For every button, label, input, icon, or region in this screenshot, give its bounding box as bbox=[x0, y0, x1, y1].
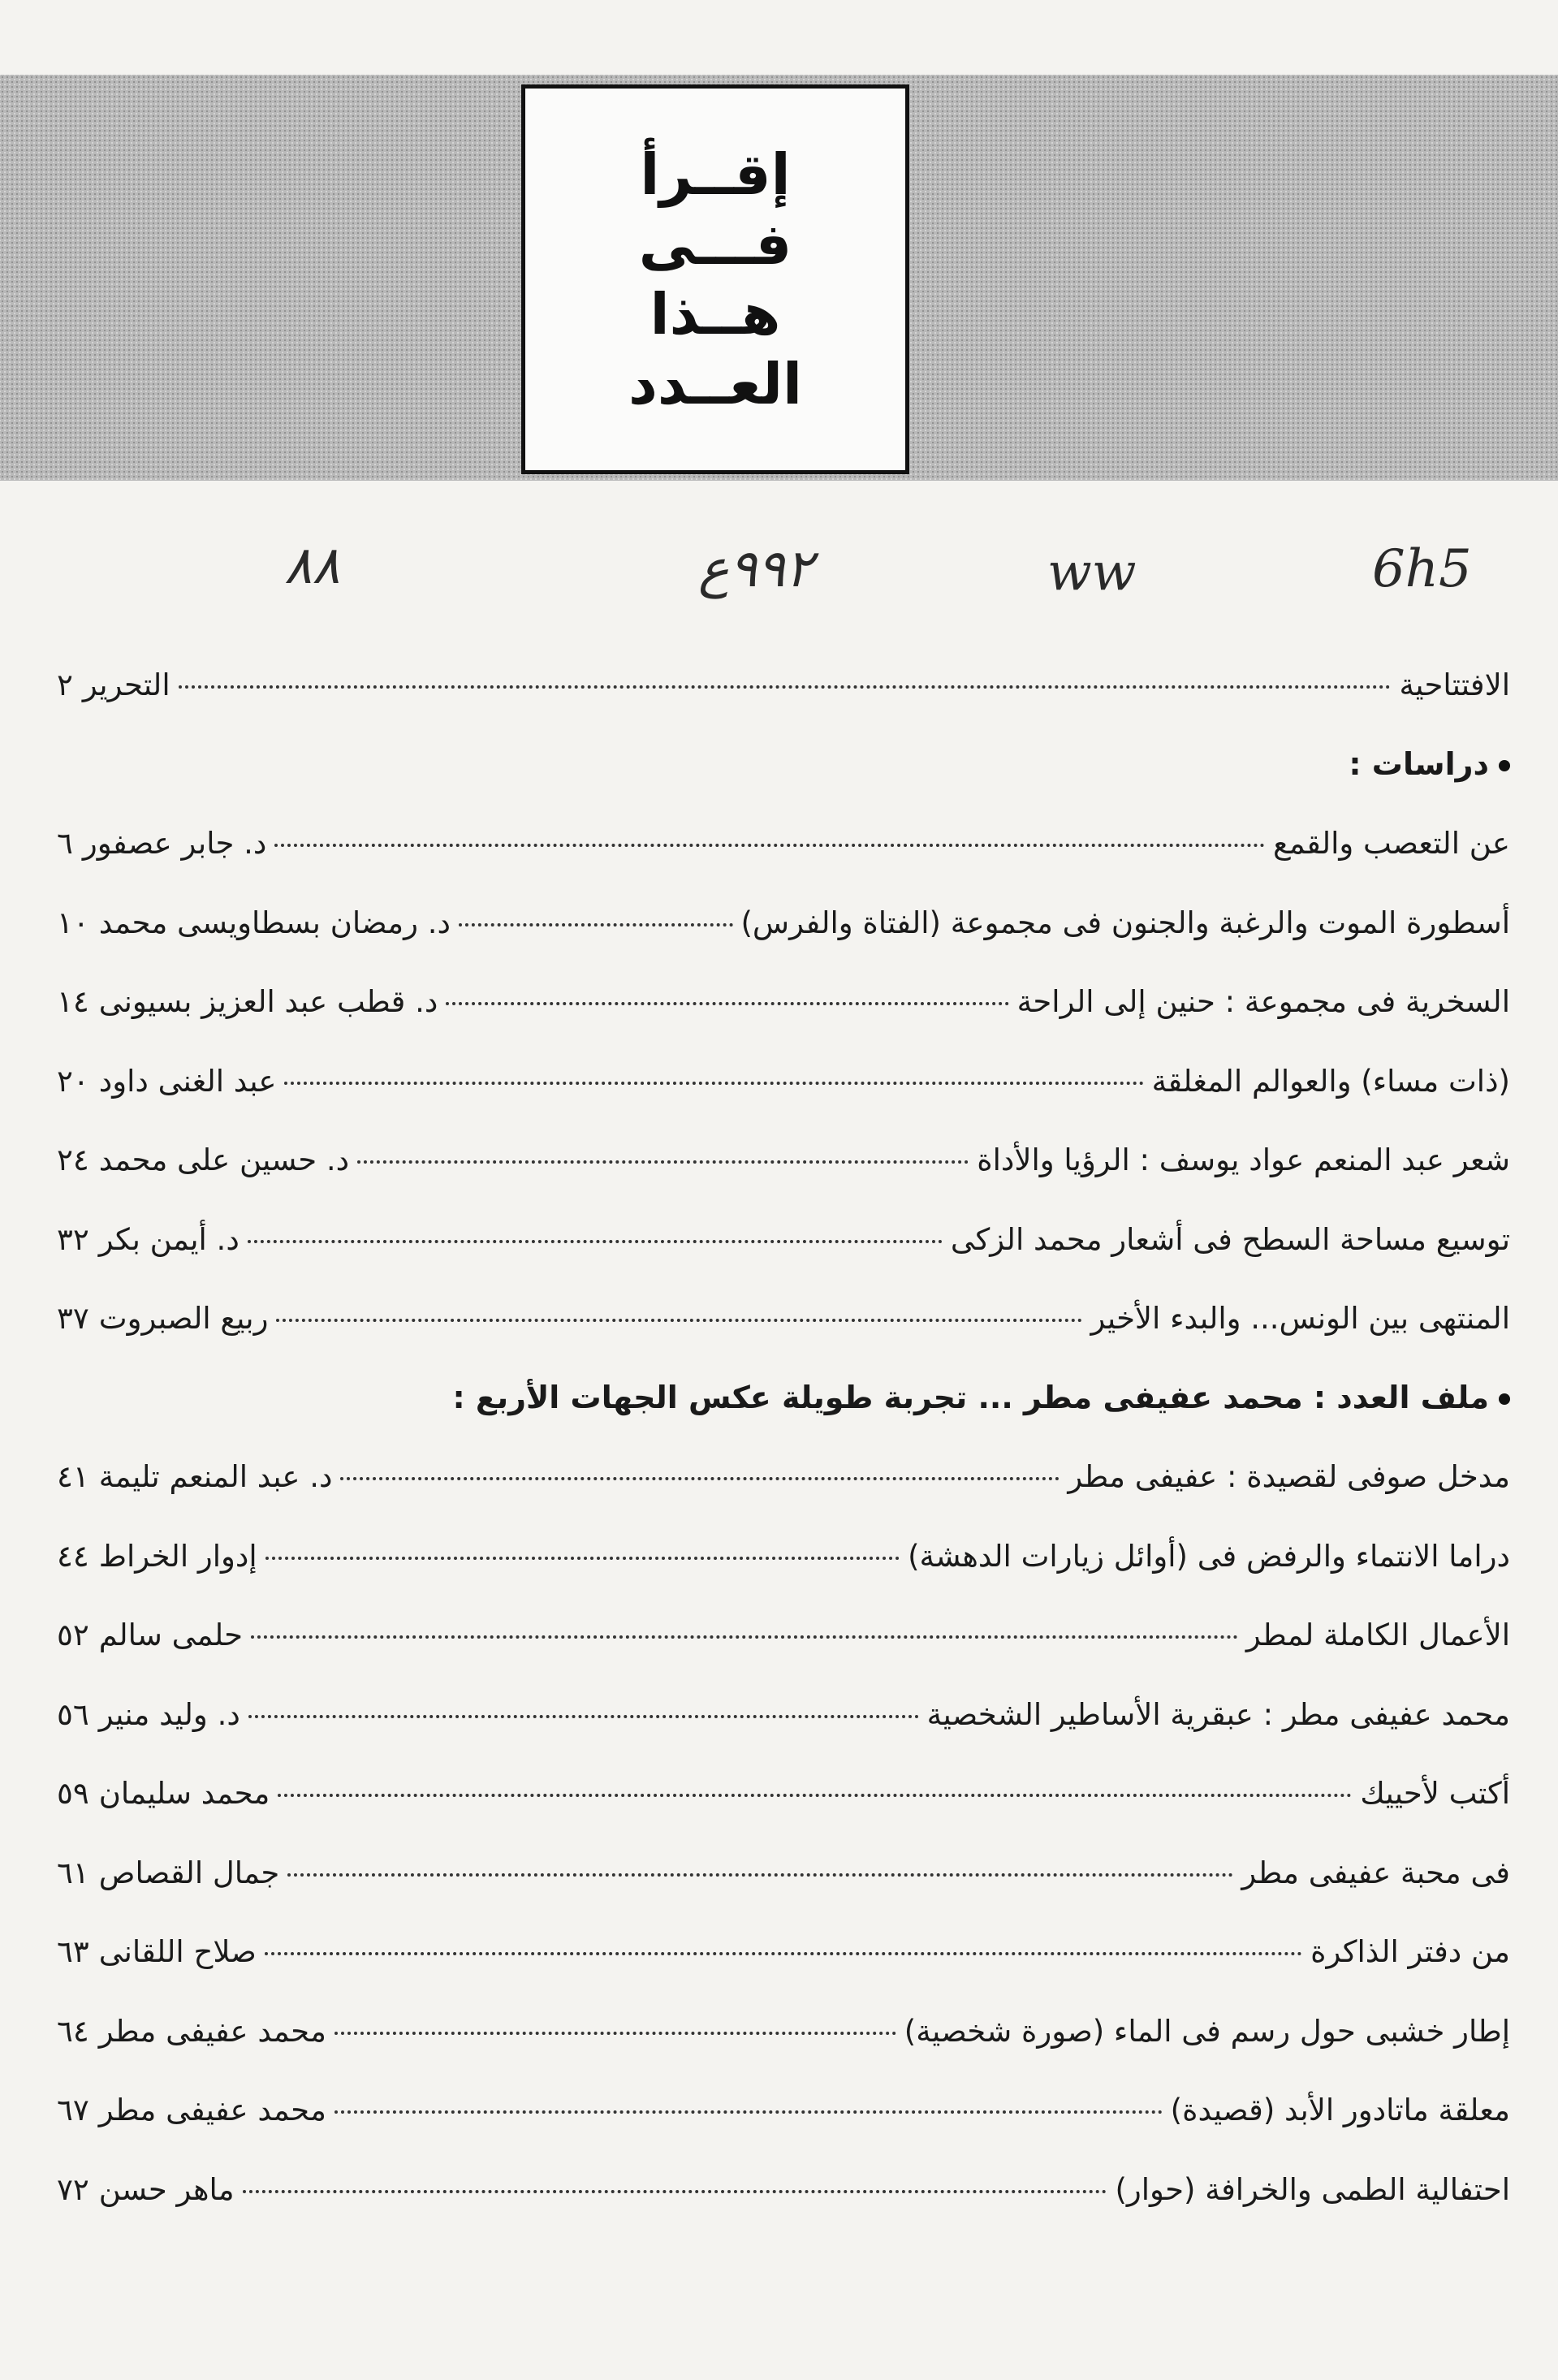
dot-leader bbox=[251, 1635, 1238, 1639]
entry-author: جمال القصاص bbox=[98, 1855, 280, 1890]
toc-entry-editorial[interactable] bbox=[57, 646, 1510, 725]
dot-leader bbox=[179, 685, 1392, 689]
entry-author: د. حسين على محمد bbox=[98, 1142, 350, 1177]
entry-page: ٢٠ bbox=[57, 1063, 89, 1099]
toc-entry[interactable] bbox=[57, 1437, 1510, 1517]
entry-author: ربيع الصبروت bbox=[98, 1301, 269, 1336]
dot-leader bbox=[287, 1873, 1233, 1877]
entry-title: توسيع مساحة السطح فى أشعار محمد الزكى bbox=[950, 1221, 1510, 1257]
entry-title: من دفتر الذاكرة bbox=[1310, 1934, 1510, 1969]
entry-title: (ذات مساء) والعوالم المغلقة bbox=[1151, 1063, 1510, 1099]
dot-leader bbox=[284, 1082, 1143, 1085]
entry-title: معلقة ماتادور الأبد (قصيدة) bbox=[1170, 2093, 1510, 2127]
toc-entry[interactable] bbox=[57, 804, 1510, 883]
heading-text: دراسات : bbox=[1349, 745, 1489, 782]
entry-author: د. وليد منير bbox=[98, 1696, 240, 1732]
entry-title: أسطورة الموت والرغبة والجنون فى مجموعة (الفتاة والفرس) bbox=[740, 905, 1510, 940]
entry-title: المنتهى بين الونس... والبدء الأخير bbox=[1090, 1301, 1510, 1336]
toc-entry[interactable] bbox=[57, 1042, 1510, 1121]
handwritten-note: ٩٩٢ع bbox=[698, 539, 814, 599]
entry-author: محمد عفيفى مطر bbox=[98, 2013, 326, 2049]
dot-leader bbox=[276, 1319, 1082, 1322]
dot-leader bbox=[265, 1952, 1302, 1955]
toc-entry[interactable] bbox=[57, 1279, 1510, 1358]
handwritten-note: ٨٨ bbox=[284, 536, 340, 596]
entry-page: ٢ bbox=[57, 667, 73, 702]
title-line-2: فـــى bbox=[638, 211, 792, 278]
entry-author: د. رمضان بسطاويسى محمد bbox=[98, 905, 451, 940]
entry-author: إدوار الخراط bbox=[98, 1538, 257, 1574]
dot-leader bbox=[459, 923, 733, 927]
title-line-4: العــدد bbox=[628, 351, 802, 417]
entry-title: السخرية فى مجموعة : حنين إلى الراحة bbox=[1016, 984, 1510, 1019]
entry-page: ٣٢ bbox=[57, 1221, 89, 1257]
entry-author: د. جابر عصفور bbox=[82, 826, 267, 861]
entry-title: دراما الانتماء والرفض فى (أوائل زيارات الدهشة) bbox=[908, 1538, 1510, 1574]
entry-author: د. قطب عبد العزيز بسيونى bbox=[98, 984, 438, 1019]
dot-leader bbox=[446, 1002, 1008, 1005]
entry-page: ٦ bbox=[57, 826, 73, 861]
bullet-icon bbox=[1499, 760, 1510, 771]
entry-page: ٦١ bbox=[57, 1855, 89, 1890]
entry-title: عن التعصب والقمع bbox=[1273, 826, 1510, 861]
section-heading-dossier bbox=[57, 1358, 1510, 1438]
entry-title: مدخل صوفى لقصيدة : عفيفى مطر bbox=[1068, 1459, 1510, 1494]
entry-author: عبد الغنى داود bbox=[98, 1063, 277, 1099]
entry-page: ٣٧ bbox=[57, 1301, 89, 1336]
entry-page: ٦٧ bbox=[57, 2093, 89, 2127]
entry-author: صلاح اللقانى bbox=[98, 1934, 257, 1969]
toc-entry[interactable] bbox=[57, 1992, 1510, 2071]
toc-entry[interactable] bbox=[57, 883, 1510, 963]
entry-author: د. عبد المنعم تليمة bbox=[98, 1459, 333, 1494]
dot-leader bbox=[357, 1160, 969, 1164]
toc-entry[interactable] bbox=[57, 1121, 1510, 1200]
dot-leader bbox=[265, 1557, 900, 1560]
toc-entry[interactable] bbox=[57, 1754, 1510, 1834]
entry-page: ٥٢ bbox=[57, 1618, 89, 1652]
dot-leader bbox=[248, 1715, 919, 1718]
entry-title: الافتتاحية bbox=[1399, 667, 1510, 702]
entry-page: ٦٣ bbox=[57, 1934, 89, 1969]
dot-leader bbox=[334, 2032, 896, 2035]
handwritten-note: 6h5 bbox=[1372, 539, 1472, 599]
entry-page: ١٤ bbox=[57, 984, 89, 1019]
entry-author: ماهر حسن bbox=[98, 2171, 235, 2207]
handwritten-note: ww bbox=[1047, 542, 1137, 603]
entry-author: التحرير bbox=[82, 667, 170, 702]
entry-page: ١٠ bbox=[57, 905, 89, 940]
entry-author: حلمى سالم bbox=[98, 1618, 244, 1652]
handwritten-notes bbox=[0, 536, 1558, 620]
entry-title: إطار خشبى حول رسم فى الماء (صورة شخصية) bbox=[904, 2013, 1510, 2049]
dot-leader bbox=[274, 844, 1265, 847]
title-line-1: إقــرأ bbox=[640, 141, 791, 208]
entry-author: محمد عفيفى مطر bbox=[98, 2093, 326, 2127]
entry-page: ٧٢ bbox=[57, 2171, 89, 2207]
entry-title: محمد عفيفى مطر : عبقرية الأساطير الشخصية bbox=[926, 1696, 1510, 1732]
entry-title: الأعمال الكاملة لمطر bbox=[1245, 1618, 1510, 1652]
dot-leader bbox=[334, 2110, 1163, 2114]
bullet-icon bbox=[1499, 1393, 1510, 1405]
entry-title: أكتب لأحييك bbox=[1360, 1776, 1510, 1811]
entry-page: ٥٩ bbox=[57, 1776, 89, 1811]
section-heading-studies bbox=[57, 725, 1510, 805]
dot-leader bbox=[243, 2190, 1107, 2193]
entry-title: فى محبة عفيفى مطر bbox=[1241, 1855, 1510, 1890]
dot-leader bbox=[278, 1794, 1352, 1797]
issue-title-box bbox=[521, 84, 909, 474]
toc-entry[interactable] bbox=[57, 1200, 1510, 1280]
entry-page: ٢٤ bbox=[57, 1142, 89, 1177]
entry-page: ٤١ bbox=[57, 1459, 89, 1494]
toc-entry[interactable] bbox=[57, 1912, 1510, 1992]
toc-entry[interactable] bbox=[57, 1675, 1510, 1755]
toc-entry[interactable] bbox=[57, 962, 1510, 1042]
entry-title: احتفالية الطمى والخرافة (حوار) bbox=[1115, 2171, 1510, 2207]
toc-entry[interactable] bbox=[57, 2071, 1510, 2150]
entry-page: ٤٤ bbox=[57, 1538, 89, 1574]
toc-entry[interactable] bbox=[57, 2150, 1510, 2230]
entry-author: محمد سليمان bbox=[98, 1776, 270, 1811]
title-line-3: هــذا bbox=[650, 281, 781, 348]
dot-leader bbox=[248, 1240, 943, 1243]
toc-entry[interactable] bbox=[57, 1596, 1510, 1675]
toc-entry[interactable] bbox=[57, 1834, 1510, 1913]
dot-leader bbox=[340, 1477, 1060, 1480]
entry-page: ٦٤ bbox=[57, 2013, 89, 2049]
table-of-contents bbox=[57, 646, 1510, 2229]
entry-title: شعر عبد المنعم عواد يوسف : الرؤيا والأداة bbox=[977, 1142, 1510, 1177]
heading-text: ملف العدد : محمد عفيفى مطر ... تجربة طويلة عكس الجهات الأربع : bbox=[452, 1379, 1489, 1415]
toc-entry[interactable] bbox=[57, 1517, 1510, 1596]
entry-page: ٥٦ bbox=[57, 1696, 89, 1732]
entry-author: د. أيمن بكر bbox=[98, 1221, 240, 1257]
